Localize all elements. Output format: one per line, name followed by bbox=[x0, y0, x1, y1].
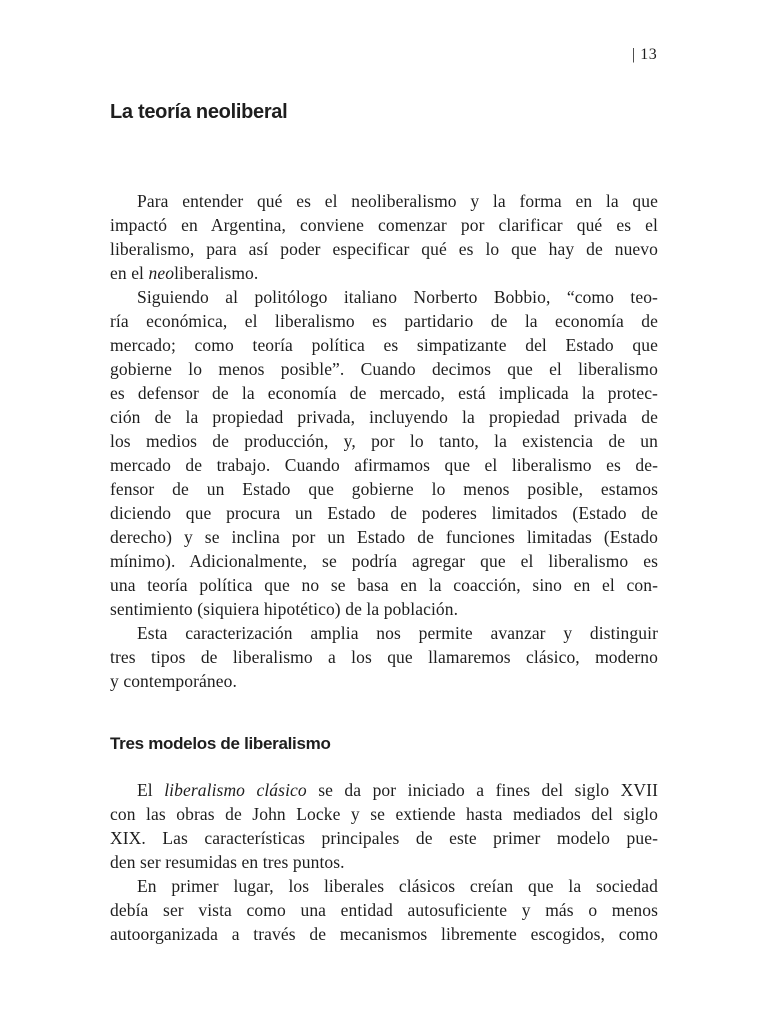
section-title: Tres modelos de liberalismo bbox=[110, 734, 331, 753]
text-run: liberalismo. bbox=[174, 263, 259, 283]
text-line: impactó en Argentina, conviene comenzar por clarificar qué es el bbox=[110, 215, 658, 235]
text-run: en el bbox=[110, 263, 149, 283]
text-line: mercado de trabajo. Cuando afirmamos que el liberalismo es de- bbox=[110, 455, 658, 475]
text-line: diciendo que procura un Estado de poderes limitados (Estado de bbox=[110, 503, 658, 523]
text-line: Para entender qué es el neoliberalismo y la forma en la que bbox=[137, 191, 658, 211]
text-line: gobierne lo menos posible”. Cuando decimos que el liberalismo bbox=[110, 359, 658, 379]
text-line: derecho) y se inclina por un Estado de funciones limitadas (Estado bbox=[110, 527, 658, 547]
text-line: mercado; como teoría política es simpatizante del Estado que bbox=[110, 335, 658, 355]
text-line: den ser resumidas en tres puntos. bbox=[110, 852, 345, 872]
text-line: fensor de un Estado que gobierne lo menos posible, estamos bbox=[110, 479, 658, 499]
text-line: mínimo). Adicionalmente, se podría agregar que el liberalismo es bbox=[110, 551, 658, 571]
page-number: | 13 bbox=[632, 46, 658, 63]
text-line: autoorganizada a través de mecanismos libremente escogidos, como bbox=[110, 924, 658, 944]
body-text-section-1 bbox=[110, 189, 658, 693]
text-line bbox=[110, 778, 658, 802]
text-line: tres tipos de liberalismo a los que llamaremos clásico, moderno bbox=[110, 647, 658, 667]
text-line: En primer lugar, los liberales clásicos creían que la sociedad bbox=[137, 876, 658, 896]
text-line: los medios de producción, y, por lo tanto, la existencia de un bbox=[110, 431, 658, 451]
text-line: liberalismo, para así poder especificar qué es lo que hay de nuevo bbox=[110, 239, 658, 259]
text-line: es defensor de la economía de mercado, está implicada la protec- bbox=[110, 383, 658, 403]
text-line: una teoría política que no se basa en la coacción, sino en el con- bbox=[110, 575, 658, 595]
text-line: debía ser vista como una entidad autosuficiente y más o menos bbox=[110, 900, 658, 920]
text-run: se da por iniciado a fines del siglo XVII bbox=[306, 780, 658, 800]
italic-text: liberalismo clásico bbox=[164, 780, 307, 800]
text-line: con las obras de John Locke y se extiende hasta mediados del siglo bbox=[110, 804, 658, 824]
body-text-section-2 bbox=[110, 778, 658, 946]
text-line: ción de la propiedad privada, incluyendo la propiedad privada de bbox=[110, 407, 658, 427]
text-line: ría económica, el liberalismo es partidario de la economía de bbox=[110, 311, 658, 331]
text-line bbox=[110, 261, 658, 285]
italic-text: neo bbox=[148, 263, 175, 283]
chapter-title: La teoría neoliberal bbox=[110, 101, 288, 123]
text-line: Siguiendo al politólogo italiano Norberto Bobbio, “como teo- bbox=[137, 287, 658, 307]
text-line: y contemporáneo. bbox=[110, 671, 237, 691]
text-line: XIX. Las características principales de este primer modelo pue- bbox=[110, 828, 658, 848]
text-line: sentimiento (siquiera hipotético) de la población. bbox=[110, 599, 459, 619]
text-line: Esta caracterización amplia nos permite avanzar y distinguir bbox=[137, 623, 658, 643]
text-run: El bbox=[137, 780, 165, 800]
